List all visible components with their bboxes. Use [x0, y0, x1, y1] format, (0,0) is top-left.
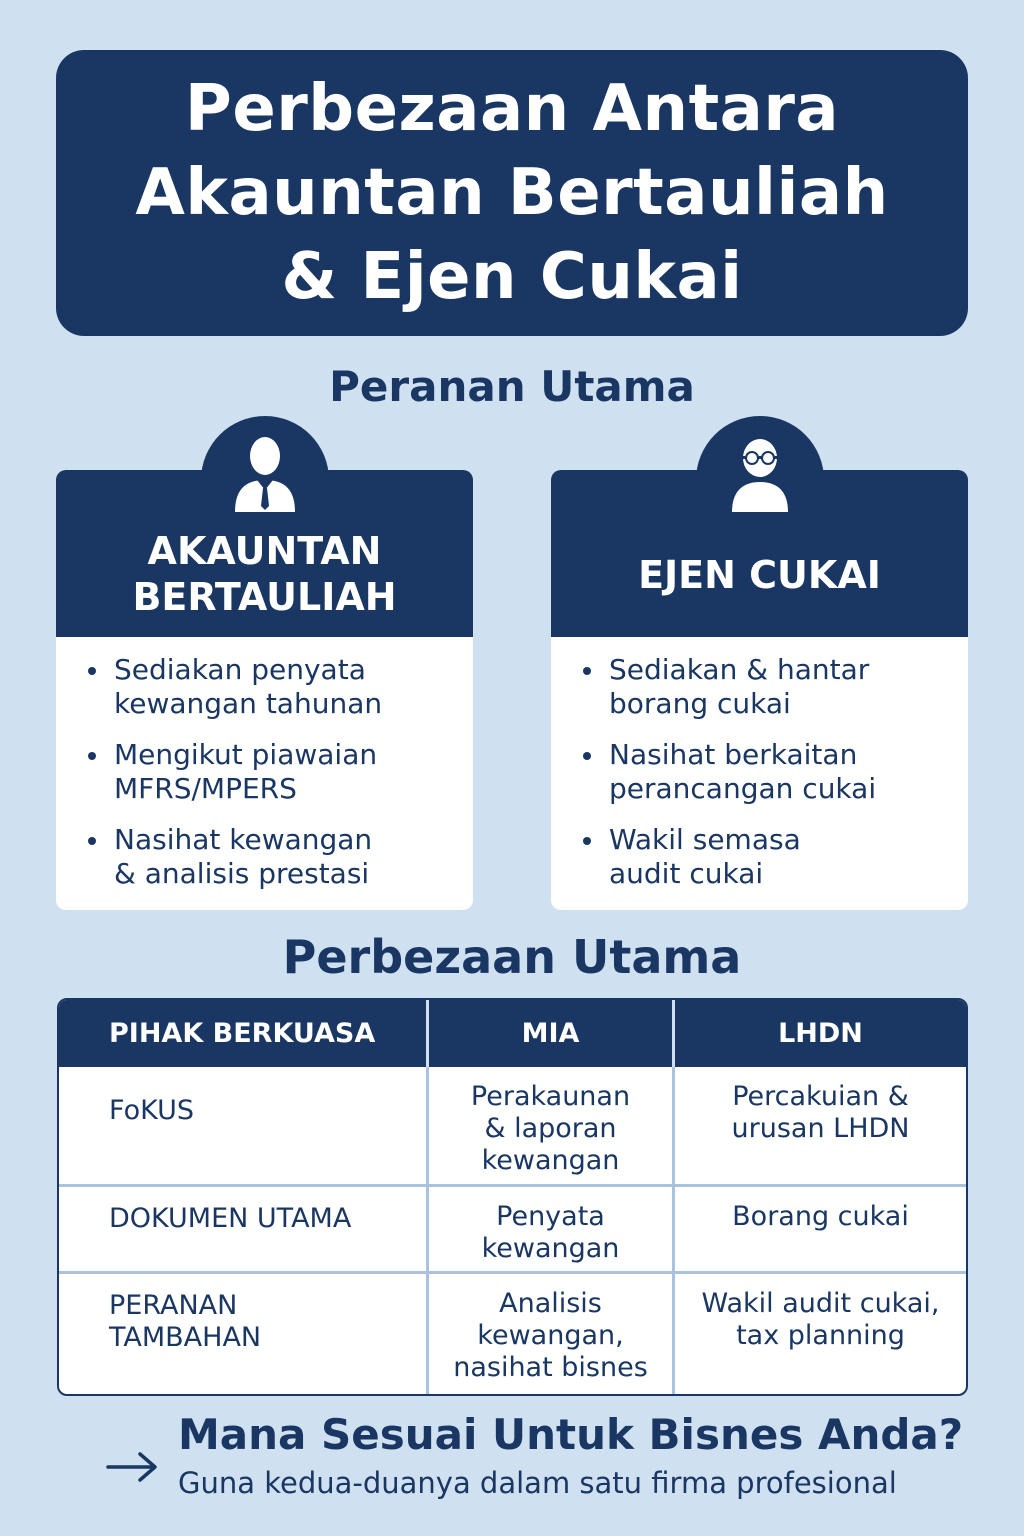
- title-banner: [56, 50, 968, 336]
- card-title: EJEN CUKAI: [638, 553, 881, 597]
- table-cell: Perakaunan & laporan kewangan: [426, 1067, 672, 1184]
- table-cell: PERANAN TAMBAHAN: [109, 1290, 262, 1353]
- card-header: [56, 470, 473, 637]
- list-item: Mengikut piawaian MFRS/MPERS: [114, 738, 453, 806]
- list-item: Wakil semasa audit cukai: [609, 823, 948, 891]
- table-header-cell: LHDN: [672, 1000, 966, 1067]
- table-cell: DOKUMEN UTAMA: [109, 1203, 352, 1234]
- role-points: [114, 653, 453, 891]
- roles-heading: Peranan Utama: [329, 362, 695, 411]
- table-cell: FoKUS: [109, 1095, 194, 1126]
- table-header-cell: PIHAK BERKUASA: [109, 1017, 376, 1049]
- table-header-cell: MIA: [426, 1000, 672, 1067]
- person-glasses-icon: [716, 426, 804, 514]
- card-title: AKAUNTAN BERTAULIAH: [132, 529, 397, 619]
- table-header-row: [59, 1000, 966, 1067]
- table-row: [59, 1184, 966, 1271]
- footer-question: Mana Sesuai Untuk Bisnes Anda?: [178, 1410, 964, 1459]
- role-card-tax-agent: [551, 470, 968, 910]
- role-points: [609, 653, 948, 891]
- list-item: Sediakan & hantar borang cukai: [609, 653, 948, 721]
- page-title: Perbezaan Antara Akauntan Bertauliah & Ejen Cukai: [135, 72, 889, 314]
- businessman-icon: [221, 426, 309, 514]
- list-item: Sediakan penyata kewangan tahunan: [114, 653, 453, 721]
- table-cell: Analisis kewangan, nasihat bisnes: [426, 1274, 672, 1396]
- list-item: Nasihat berkaitan perancangan cukai: [609, 738, 948, 806]
- table-cell: Wakil audit cukai, tax planning: [672, 1274, 966, 1396]
- role-card-accountant: [56, 470, 473, 910]
- table-cell: Penyata kewangan: [426, 1187, 672, 1271]
- card-header: [551, 470, 968, 637]
- arrow-right-icon: [106, 1450, 160, 1484]
- table-cell: Percakuian & urusan LHDN: [672, 1067, 966, 1184]
- table-cell: Borang cukai: [672, 1187, 966, 1271]
- table-row: [59, 1067, 966, 1184]
- footer-subtitle: Guna kedua-duanya dalam satu firma profesional: [178, 1466, 897, 1500]
- comparison-table: [57, 998, 968, 1396]
- card-body: [56, 637, 473, 910]
- list-item: Nasihat kewangan & analisis prestasi: [114, 823, 453, 891]
- table-row: [59, 1271, 966, 1396]
- differences-heading: Perbezaan Utama: [282, 930, 742, 984]
- card-body: [551, 637, 968, 910]
